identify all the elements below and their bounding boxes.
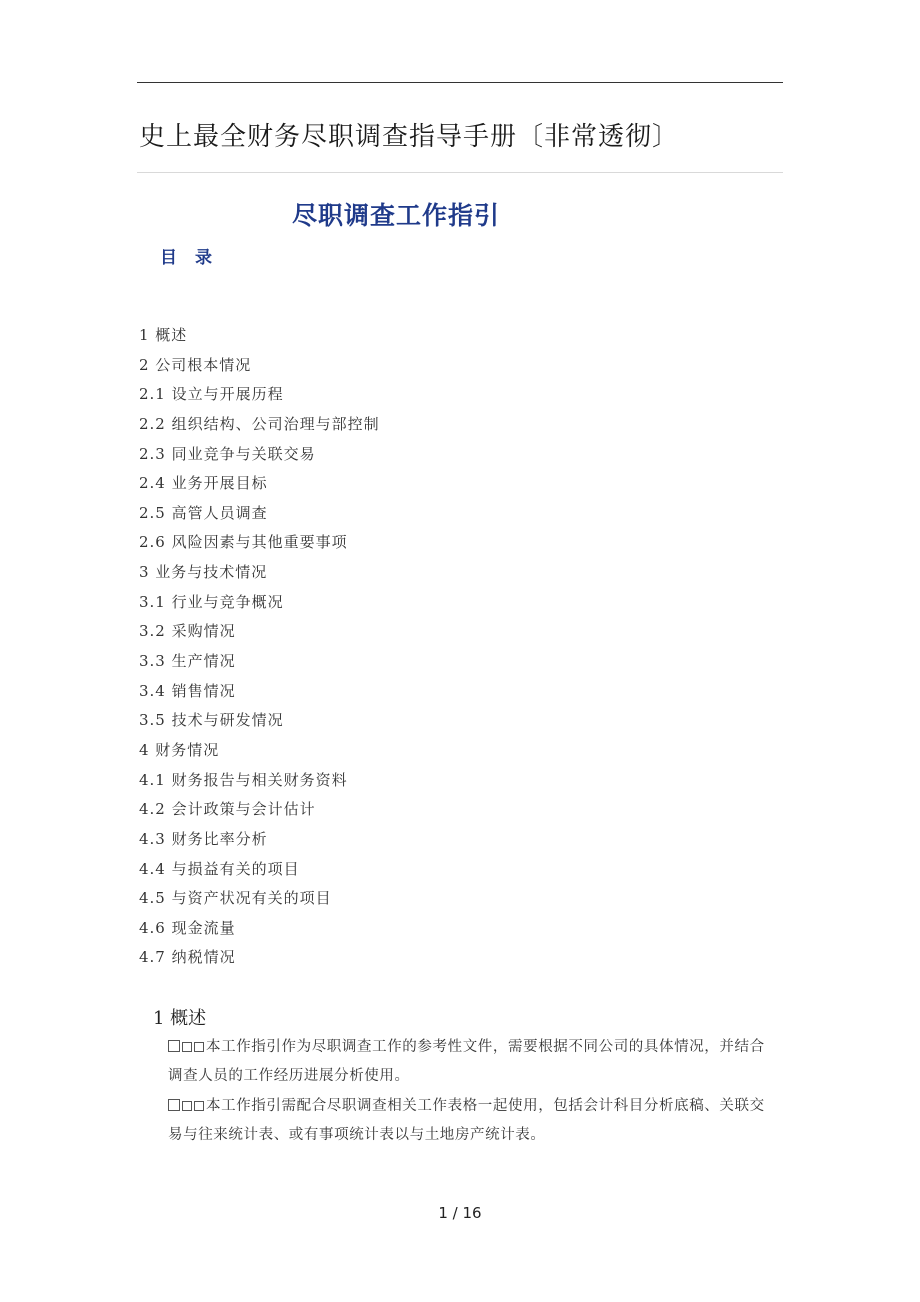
toc-item[interactable]: 2.6 风险因素与其他重要事项	[139, 533, 348, 552]
box-icon	[168, 1040, 180, 1052]
toc-item[interactable]: 4 财务情况	[139, 740, 220, 759]
toc-item[interactable]: 4.5 与资产状况有关的项目	[139, 889, 332, 908]
toc-item[interactable]: 4.4 与损益有关的项目	[139, 859, 300, 878]
toc-item[interactable]: 3.3 生产情况	[139, 652, 236, 671]
main-heading: 尽职调查工作指引	[292, 201, 501, 230]
box-icon	[194, 1042, 204, 1052]
toc-item[interactable]: 4.2 会计政策与会计估计	[139, 800, 316, 819]
toc-item[interactable]: 1 概述	[139, 326, 188, 344]
toc-item[interactable]: 3.1 行业与竞争概况	[139, 592, 284, 611]
toc-item[interactable]: 3.5 技术与研发情况	[139, 711, 284, 730]
document-title: 史上最全财务尽职调查指导手册〔非常透彻〕	[139, 122, 680, 152]
title-divider	[137, 172, 783, 173]
toc-item[interactable]: 4.3 财务比率分析	[139, 829, 268, 848]
box-icon	[168, 1099, 180, 1111]
toc-item[interactable]: 2.2 组织结构、公司治理与部控制	[139, 414, 380, 433]
header-rule	[137, 82, 783, 83]
toc-item[interactable]: 2.3 同业竞争与关联交易	[139, 444, 316, 463]
section-heading: 1 概述	[153, 1008, 207, 1029]
paragraph-text: 本工作指引需配合尽职调查相关工作表格一起使用，包括会计科目分析底稿、关联交易与往来统计表、或有事项统计表以与土地房产统计表。	[168, 1098, 765, 1143]
toc-item[interactable]: 2.4 业务开展目标	[139, 474, 268, 493]
box-icon	[182, 1042, 192, 1052]
box-icon	[182, 1101, 192, 1111]
toc-item[interactable]: 4.6 现金流量	[139, 918, 236, 937]
page-number: 1 / 16	[438, 1204, 482, 1222]
toc-item[interactable]: 2 公司根本情况	[139, 355, 252, 374]
table-of-contents	[139, 323, 380, 975]
toc-item[interactable]: 3.4 销售情况	[139, 681, 236, 700]
box-icon	[194, 1101, 204, 1111]
toc-item[interactable]: 2.5 高管人员调查	[139, 503, 268, 522]
paragraph	[168, 1092, 768, 1150]
paragraph-text: 本工作指引作为尽职调查工作的参考性文件，需要根据不同公司的具体情况，并结合调查人员的工作经历进展分析使用。	[168, 1039, 765, 1084]
toc-item[interactable]: 3.2 采购情况	[139, 622, 236, 641]
toc-item[interactable]: 2.1 设立与开展历程	[139, 385, 284, 404]
paragraph	[168, 1033, 768, 1091]
toc-heading: 目录	[160, 248, 230, 268]
toc-item[interactable]: 4.7 纳税情况	[139, 948, 236, 967]
toc-item[interactable]: 3 业务与技术情况	[139, 563, 268, 582]
toc-item[interactable]: 4.1 财务报告与相关财务资料	[139, 770, 348, 789]
